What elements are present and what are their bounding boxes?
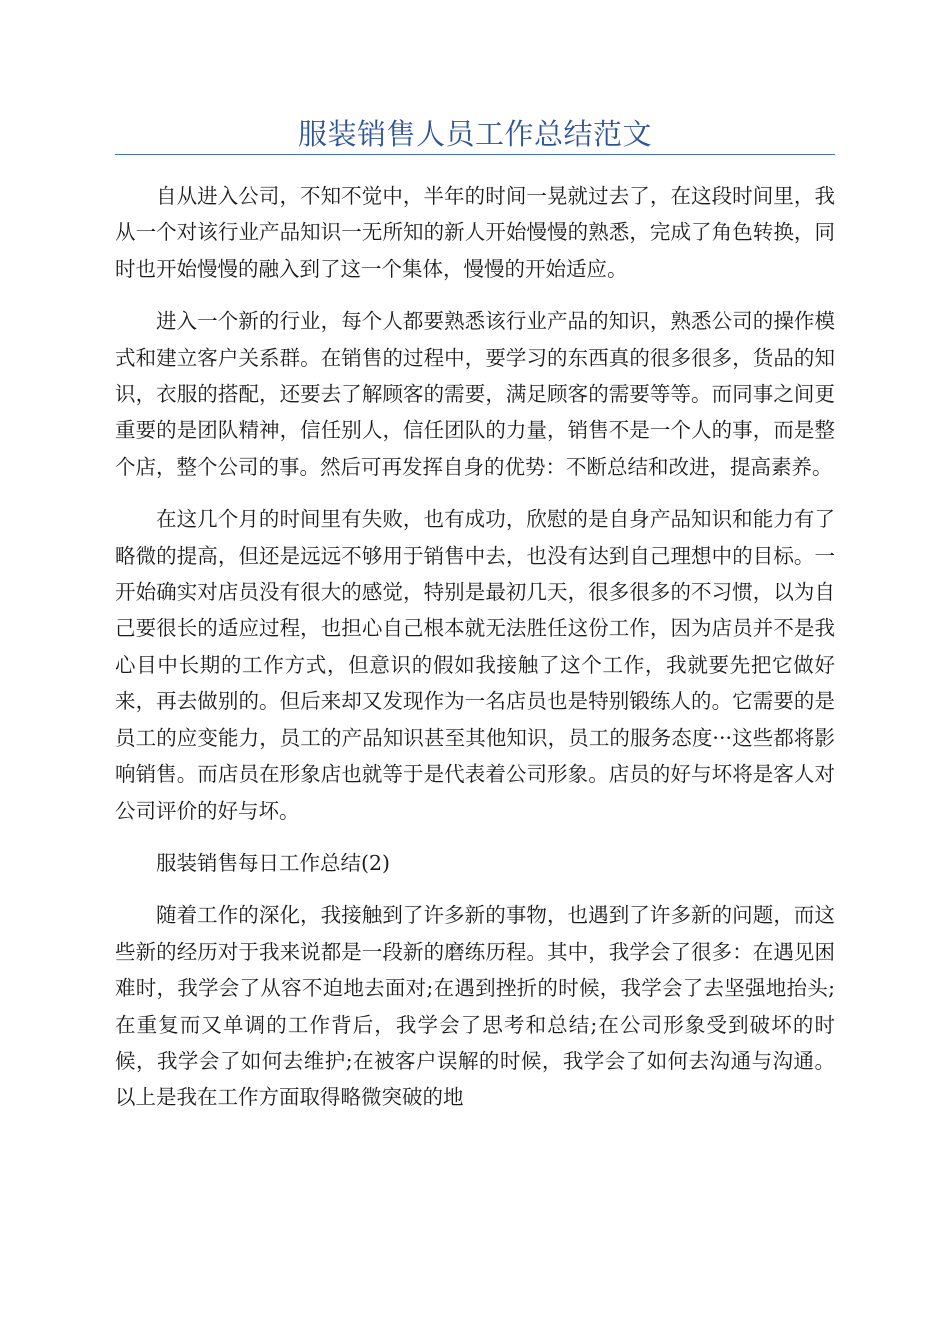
title-underline — [115, 154, 835, 155]
paragraph-3: 在这几个月的时间里有失败，也有成功，欣慰的是自身产品知识和能力有了略微的提高，但还是远远不够用于销售中去，也没有达到自己理想中的目标。一开始确实对店员没有很大的感觉，特别是最初几天，很多很多的不习惯，以为自己要很长的适应过程，也担心自己根本就无法胜任这份工作，因为店员并不是我心目中长期的工作方式，但意识的假如我接触了这个工作，我就要先把它做好来，再去做别的。但后来却又发现作为一名店员也是特别锻练人的。它需要的是员工的应变能力，员工的产品知识甚至其他知识，员工的服务态度···这些都将影响销售。而店员在形象店也就等于是代表着公司形象。店员的好与坏将是客人对公司评价的好与坏。 — [115, 507, 835, 823]
paragraph-2: 进入一个新的行业，每个人都要熟悉该行业产品的知识，熟悉公司的操作模式和建立客户关系群。在销售的过程中，要学习的东西真的很多很多，货品的知识，衣服的搭配，还要去了解顾客的需要，满足顾客的需要等等。而同事之间更重要的是团队精神，信任别人，信任团队的力量，销售不是一个人的事，而是整个店，整个公司的事。然后可再发挥自身的优势：不断总结和改进，提高素养。 — [115, 309, 835, 479]
paragraph-4: 随着工作的深化，我接触到了许多新的事物，也遇到了许多新的问题，而这些新的经历对于我来说都是一段新的磨练历程。其中，我学会了很多：在遇见困难时，我学会了从容不迫地去面对;在遇到挫折的时候，我学会了去坚强地抬头;在重复而又单调的工作背后，我学会了思考和总结;在公司形象受到破坏的时候，我学会了如何去维护;在被客户误解的时候，我学会了如何去沟通与沟通。以上是我在工作方面取得略微突破的地 — [115, 903, 835, 1110]
paragraph-1: 自从进入公司，不知不觉中，半年的时间一晃就过去了，在这段时间里，我从一个对该行业产品知识一无所知的新人开始慢慢的熟悉，完成了角色转换，同时也开始慢慢的融入到了这一个集体，慢慢的开始适应。 — [115, 184, 835, 281]
section-heading: 服装销售每日工作总结(2) — [156, 850, 391, 875]
document-body — [115, 178, 835, 1132]
document-title: 服装销售人员工作总结范文 — [297, 117, 652, 151]
